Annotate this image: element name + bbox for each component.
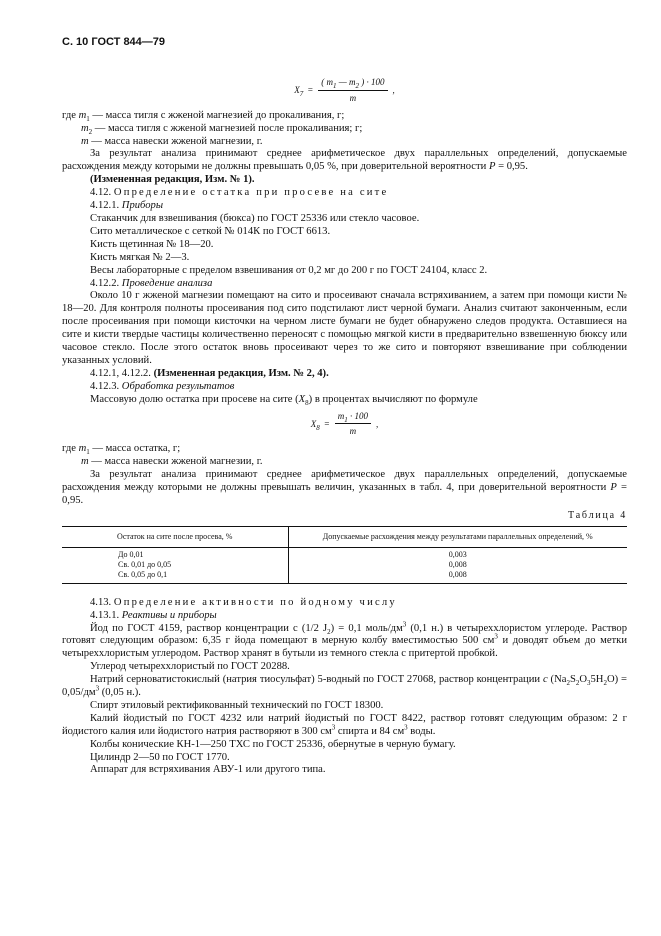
- list-item: Кисть щетинная № 18—20.: [90, 238, 214, 250]
- list-item: Сито металлическое с сеткой № 014К по ГОСТ 6613.: [90, 225, 331, 237]
- page-header: С. 10 ГОСТ 844—79: [62, 36, 166, 48]
- table-row: [62, 570, 627, 583]
- equipment-flasks: Колбы конические КН-1—250 ТХС по ГОСТ 25336, обернутые в черную бумагу.: [90, 738, 456, 750]
- amendment-note: (Измененная редакция, Изм. № 1).: [90, 174, 255, 186]
- where-line: где $m_1$ — масса остатка, г;: [62, 443, 181, 457]
- result-paragraph: За результат анализа принимают среднее арифметическое двух параллельных определений, допускаемые расхождения между которыми не должны превышать величин, указанных в табл. 4, при доверительной вероятности P = 0,95.: [62, 469, 627, 506]
- list-item: Весы лабораторные с пределом взвешивания от 0,2 мг до 200 г по ГОСТ 24104, класс 2.: [90, 264, 488, 276]
- section-heading: 4.13. Определение активности по йодному числу: [90, 596, 397, 608]
- fraction: $\frac{( m_1 — m_2 ) \cdot 100}{m}$: [318, 76, 387, 105]
- paragraph: Массовую долю остатка при просеве на сите $(X_8)$ в процентах вычисляют по формуле: [90, 393, 478, 407]
- subsection-heading: 4.12.3. Обработка результатов: [90, 380, 235, 392]
- table-cell: 0,003: [448, 550, 467, 560]
- reagent-kalium: Калий йодистый по ГОСТ 4232 или натрий йодистый по ГОСТ 8422, раствор готовят следующим образом: 2 г йодистого калия или йодистого натрия растворяют в 300 $см^3$ спирта и 84 $см^3$ воды.: [62, 712, 627, 737]
- table-header: Остаток на сите после просева, %: [62, 526, 288, 548]
- table-header-row: [62, 526, 627, 548]
- subsection-heading: 4.13.1. Реактивы и приборы: [90, 609, 217, 621]
- subsection-heading: 4.12.2. Проведение анализа: [90, 277, 213, 289]
- reagent-sodium: Натрий серноватистокислый (натрия тиосульфат) 5-водный по ГОСТ 27068, раствор концентрации с $(Na_2S_2O_35H_2O) = 0,05/дм^3$ (0,05 н.).: [62, 674, 627, 699]
- table-cell: До 0,01: [62, 548, 288, 560]
- table-cell: 0,008: [288, 570, 627, 583]
- equipment-cylinder: Цилиндр 2—50 по ГОСТ 1770.: [90, 751, 230, 763]
- where-line: m — масса навески жженой магнезии, г.: [81, 456, 263, 468]
- formula-x8: $X_8$ = $\frac{m_1 \cdot 100}{m}$ ,: [310, 410, 379, 437]
- table-4: [62, 526, 627, 584]
- table-cell: Св. 0,05 до 0,1: [62, 570, 288, 583]
- table-cell: Св. 0,01 до 0,05: [62, 560, 288, 570]
- table-cell: 0,008: [448, 560, 467, 570]
- list-item: Кисть мягкая № 2—3.: [90, 251, 190, 263]
- where-line: m — масса навески жженой магнезии, г.: [81, 135, 263, 147]
- table-row: [62, 548, 627, 560]
- analysis-paragraph: Около 10 г жженой магнезии помещают на сито и просеивают сначала встряхиванием, а затем при помощи кисти № 18—20. Для контроля полноты просеивания под сито подстилают лист черной бумаги. Анализ считают законченным, если после просеивания при помощи кисточки на черном листе бумаги не будет обнаружено следов продукта. Оставшиеся на сите и кисти твердые частицы количественно переносят с помощью мягкой кисти в предварительно взвешенную бюксу или часовое стекло. После этого остаток вновь просеивают через то же сито и повторяют взвешивание при соблюдении указанных условий.: [62, 290, 627, 366]
- reagent-alcohol: Спирт этиловый ректификованный технический по ГОСТ 18300.: [90, 699, 384, 711]
- formula-x7: $X_7$ = $\frac{( m_1 — m_2 ) \cdot 100}{m}$ ,: [294, 76, 395, 103]
- section-heading: 4.12. Определение остатка при просеве на сите: [90, 187, 389, 199]
- where-line: где $m_1$ — масса тигля с жженой магнезией до прокаливания, г;: [62, 109, 345, 123]
- result-paragraph: За результат анализа принимают среднее арифметическое двух параллельных определений, допускаемые расхождения между которыми не должны превышать 0,05 %, при доверительной вероятности P = 0,95.: [62, 148, 627, 173]
- reagent-iodine: Йод по ГОСТ 4159, раствор концентрации с (1/2 $J_2) = 0,1$ моль/$дм^3$ (0,1 н.) в четыреххлористом углероде. Раствор готовят следующим образом: 6,35 г йода помещают в мерную колбу вместимостью 500 $см^3$ и доводят объем до метки четыреххлористым углеродом. Раствор хранят в бутыли из темного стекла с притертой пробкой.: [62, 619, 627, 660]
- amendment-note: 4.12.1, 4.12.2. (Измененная редакция, Изм. № 2, 4).: [90, 367, 329, 379]
- table-row: [62, 560, 627, 570]
- reagent-carbon: Углерод четыреххлористый по ГОСТ 20288.: [90, 661, 290, 673]
- table-caption: Таблица 4: [568, 509, 627, 521]
- document-page: [62, 36, 627, 777]
- where-line: $m_2$ — масса тигля с жженой магнезией после прокаливания; г;: [81, 122, 363, 136]
- table-header: Допускаемые расхождения между результатами параллельных определений, %: [288, 526, 627, 548]
- list-item: Стаканчик для взвешивания (бюкса) по ГОСТ 25336 или стекло часовое.: [90, 212, 420, 224]
- equipment-apparatus: Аппарат для встряхивания АВУ-1 или другого типа.: [90, 764, 326, 776]
- subsection-heading: 4.12.1. Приборы: [90, 200, 163, 212]
- fraction: $\frac{m_1 \cdot 100}{m}$: [335, 410, 371, 439]
